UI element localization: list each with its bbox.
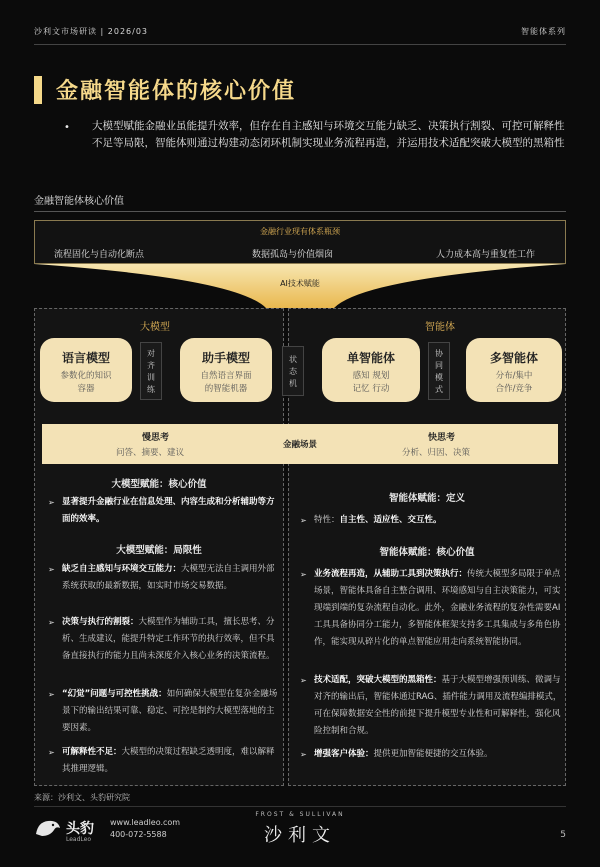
source-note: 来源：沙利文、头豹研究院 — [34, 793, 130, 802]
logo-subtext: LeadLeo — [66, 836, 92, 843]
section-label: 金融智能体核心价值 — [34, 196, 124, 207]
card-title: 助手模型 — [201, 351, 250, 365]
card-multi-agent — [466, 338, 562, 402]
arrow-char: 态 — [289, 367, 297, 376]
page-number: 5 — [560, 830, 566, 840]
arrow-char: 练 — [147, 385, 155, 394]
item-text: 大模型的决策过程缺乏透明度，难以解释其推理逻辑。 — [62, 747, 275, 774]
triangle-bullet-icon: ➢ — [48, 565, 55, 574]
arrow-char: 训 — [147, 373, 155, 382]
arrow-state-machine — [282, 346, 304, 396]
arrow-alignment — [140, 342, 162, 400]
llm-limit-item — [48, 686, 280, 737]
item-text: 特性： — [314, 515, 340, 525]
llm-panel-title: 大模型 — [140, 322, 170, 333]
triangle-bullet-icon: ➢ — [300, 676, 307, 685]
item-text: 如何确保大模型在复杂金融场景下的输出结果可靠、稳定、可控是制约大模型落地的主要因素。 — [62, 689, 278, 733]
arrow-char: 式 — [435, 385, 443, 394]
triangle-bullet-icon: ➢ — [48, 618, 55, 627]
agent-def-item — [300, 512, 562, 529]
page-title: 金融智能体的核心价值 — [56, 79, 297, 104]
card-assistant-model — [180, 338, 272, 402]
website-link[interactable]: www.leadleo.com — [110, 818, 181, 827]
card-title: 单智能体 — [346, 351, 395, 365]
phone-number: 400-072-5588 — [110, 830, 167, 839]
arrow-char: 对 — [147, 349, 155, 358]
item-text: 提供更加智能便捷的交互体验。 — [373, 749, 493, 759]
card-sub: 参数化的知识 — [60, 371, 112, 381]
frost-sullivan-label: FROST & SULLIVAN — [255, 811, 345, 818]
item-bold: 增强客户体验： — [314, 749, 374, 759]
llm-value-item — [48, 494, 280, 528]
agent-value-heading: 智能体赋能：核心价值 — [379, 547, 475, 558]
pain-item: 数据孤岛与价值烟囱 — [252, 250, 334, 260]
title-accent-bar — [34, 76, 42, 104]
item-bold: 技术适配，突破大模型的黑箱性： — [314, 675, 442, 685]
llm-limit-item — [48, 744, 280, 778]
triangle-bullet-icon: ➢ — [300, 516, 307, 525]
arrow-char: 状 — [289, 355, 297, 364]
item-text: 大模型作为辅助工具，擅长思考、分析、生成建议，能提升特定工作环节的执行效率，但不具备直接执行的能力且尚未深度介入核心业务的决策流程。 — [62, 617, 275, 661]
slow-thinking-sub: 问答、摘要、建议 — [116, 448, 185, 458]
item-bold: 缺乏自主感知与环境交互能力： — [62, 564, 182, 574]
llm-limit-item — [48, 561, 280, 595]
arrow-collaboration — [428, 342, 450, 400]
card-sub: 记忆 行动 — [352, 384, 390, 394]
triangle-bullet-icon: ➢ — [48, 690, 55, 699]
item-bold: 自主性、适应性、交互性。 — [339, 515, 442, 525]
triangle-bullet-icon: ➢ — [300, 750, 307, 759]
card-sub: 感知 规划 — [352, 371, 390, 381]
card-sub: 自然语言界面 — [200, 371, 252, 381]
header-right: 智能体系列 — [521, 27, 566, 36]
llm-limits-heading: 大模型赋能：局限性 — [116, 545, 202, 556]
item-bold: “幻觉”问题与可控性挑战： — [62, 689, 167, 699]
card-single-agent — [322, 338, 420, 402]
llm-limit-item — [48, 614, 280, 665]
arrow-char: 同 — [435, 361, 443, 370]
item-bold: 业务流程再造，从辅助工具到决策执行： — [314, 569, 468, 579]
card-title: 语言模型 — [61, 351, 110, 365]
card-language-model — [40, 338, 132, 402]
item-text: 传统大模型多局限于单点场景，智能体具备自主整合调用、环境感知与自主决策能力，可实现端到端的复杂流程自动化。此外，金融业务流程的复杂性需要AI工具具备协同分工能力，多智能体框架支持多工具集成与多角色协作，能实现从碎片化的单点智能应用走向系统智能协同。 — [314, 569, 561, 647]
sullivan-logo-text: 沙利文 — [264, 825, 336, 846]
arrow-char: 模 — [435, 373, 443, 382]
triangle-bullet-icon: ➢ — [48, 498, 55, 507]
bullet-dot: • — [64, 122, 70, 133]
triangle-bullet-icon: ➢ — [48, 748, 55, 757]
summary-bullet: 大模型赋能金融业虽能提升效率，但存在自主感知与环境交互能力缺乏、决策执行割裂、可控可解释性不足等局限，智能体则通过构建动态闭环机制实现业务流程再造，并运用技术适配突破大模型的黑箱性 — [92, 120, 565, 149]
pain-item: 流程固化与自动化断点 — [54, 250, 145, 260]
card-sub: 分布/集中 — [495, 371, 533, 381]
agent-def-heading: 智能体赋能：定义 — [388, 493, 465, 504]
agent-value-item — [300, 746, 562, 763]
item-bold: 可解释性不足： — [62, 747, 122, 757]
section-divider — [34, 211, 566, 212]
card-title: 多智能体 — [489, 351, 538, 365]
agent-panel-title: 智能体 — [425, 322, 455, 333]
card-sub: 容器 — [77, 384, 95, 394]
agent-value-item — [300, 672, 562, 740]
header-divider — [34, 44, 566, 45]
card-sub: 的智能机器 — [204, 384, 248, 394]
slow-thinking-title: 慢思考 — [142, 433, 170, 443]
arrow-char: 齐 — [147, 361, 155, 370]
pain-item: 人力成本高与重复性工作 — [436, 250, 536, 260]
triangle-bullet-icon: ➢ — [300, 570, 307, 579]
llm-value-heading: 大模型赋能：核心价值 — [111, 479, 207, 490]
logo-text: 头豹 — [66, 821, 94, 837]
item-text: 大模型无法自主调用外部系统获取的最新数据，如实时市场交易数据。 — [62, 564, 275, 591]
card-sub: 合作/竞争 — [495, 384, 533, 394]
header-left: 沙利文市场研读 | 2026/03 — [34, 27, 149, 36]
finance-scenario-label: 金融场景 — [282, 440, 317, 450]
item-bold: 显著提升金融行业在信息处理、内容生成和分析辅助等方面的效率。 — [62, 497, 275, 524]
footer-divider — [34, 806, 566, 807]
item-text: 基于大模型增强预训练、微调与对齐的输出后，智能体通过RAG、插件能力调用及流程编排模式，可在保障数据安全性的前提下提升模型专业性和可解释性，强化风险控制和合规。 — [314, 675, 562, 736]
agent-value-item — [300, 566, 562, 651]
arrow-char: 协 — [435, 349, 443, 358]
ai-label: AI技术赋能 — [280, 279, 320, 288]
item-bold: 决策与执行的割裂： — [62, 617, 139, 627]
fast-thinking-sub: 分析、归因、决策 — [402, 448, 471, 458]
arrow-char: 机 — [289, 379, 297, 388]
pain-title: 金融行业现有体系瓶颈 — [260, 227, 340, 236]
fast-thinking-title: 快思考 — [428, 433, 456, 443]
